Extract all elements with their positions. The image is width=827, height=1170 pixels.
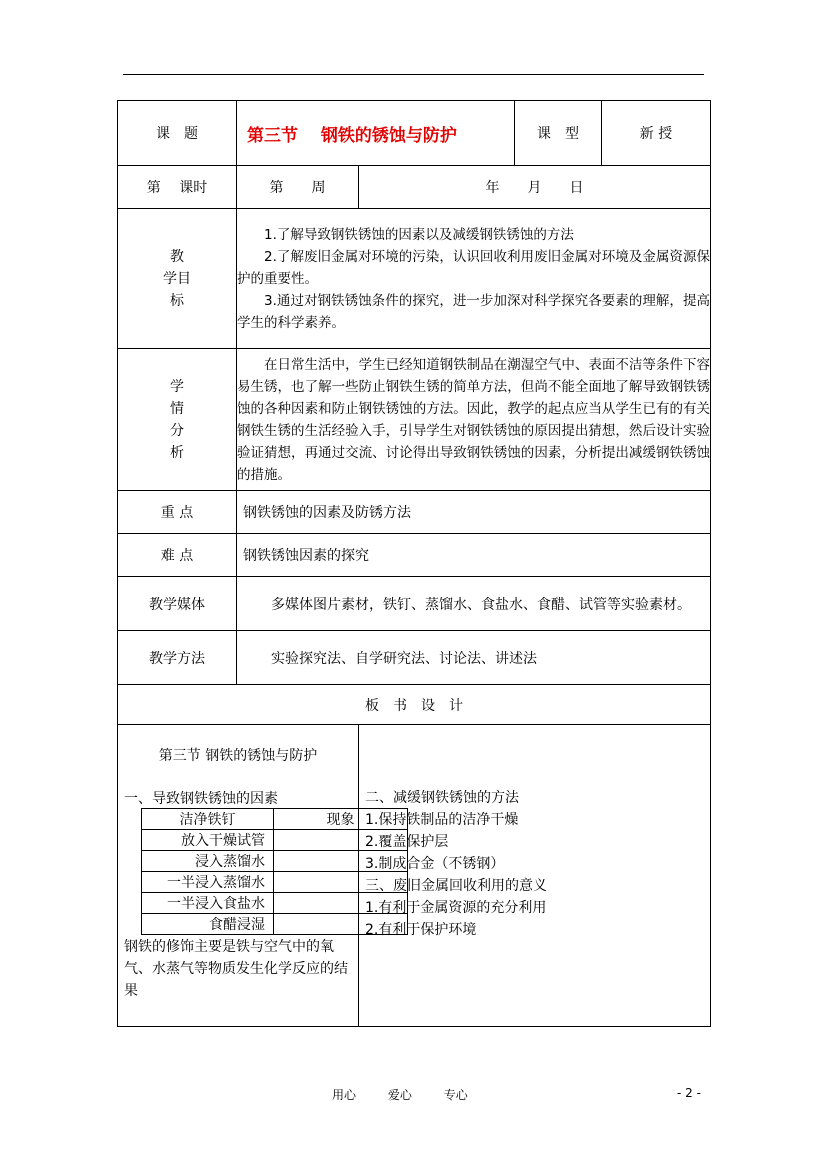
experiment-row (142, 893, 408, 914)
goal-item: 2.了解废旧金属对环境的污染，认识回收利用废旧金属对环境及金属资源保护的重要性。 (237, 248, 710, 287)
lesson-plan-table (117, 100, 711, 1027)
analysis-content (237, 349, 711, 491)
board-right-item: 二、减缓钢铁锈蚀的方法 (365, 790, 519, 806)
board-section-1: 一、导致钢铁锈蚀的因素 (124, 791, 278, 807)
analysis-label-line: 学 (170, 378, 184, 395)
experiment-result (274, 893, 408, 914)
period-label: 第 课时 (118, 166, 237, 209)
board-right-item: 三、废旧金属回收利用的意义 (365, 878, 547, 894)
experiment-condition: 一半浸入蒸馏水 (142, 872, 274, 893)
analysis-label-line: 情 (170, 400, 184, 417)
footer-slogan: 用心 (332, 1088, 357, 1102)
type-value: 新 授 (602, 101, 711, 166)
date-label: 年 月 日 (359, 166, 711, 209)
experiment-result (274, 851, 408, 872)
row-schedule (118, 166, 711, 209)
analysis-text: 在日常生活中，学生已经知道钢铁制品在潮湿空气中、表面不洁等条件下容易生锈，也了解一些防止钢铁生锈的简单方法，但尚不能全面地了解导致钢铁锈蚀的各种因素和防止钢铁锈蚀的方法。因此，教学的起点应当从学生已有的有关钢铁生锈的生活经验入手，引导学生对钢铁锈蚀的原因提出猜想，然后设计实验验证猜想，再通过交流、讨论得出导致钢铁锈蚀的因素，分析提出减缓钢铁锈蚀的措施。 (237, 356, 710, 483)
row-method (118, 631, 711, 685)
board-header: 板 书 设 计 (118, 685, 711, 725)
week-label: 第 周 (237, 166, 359, 209)
experiment-condition: 浸入蒸馏水 (142, 851, 274, 872)
row-analysis (118, 349, 711, 491)
experiment-condition: 一半浸入食盐水 (142, 893, 274, 914)
experiment-row (142, 872, 408, 893)
footer-slogans (332, 1086, 496, 1103)
row-board-header (118, 685, 711, 725)
goals-content (237, 209, 711, 349)
row-topic (118, 101, 711, 166)
experiment-header-cell: 洁净铁钉 (142, 809, 274, 830)
goal-item: 1.了解导致钢铁锈蚀的因素以及减缓钢铁锈蚀的方法 (264, 226, 574, 243)
experiment-header-cell: 现象 (274, 809, 408, 830)
board-right-item: 3.制成合金（不锈钢） (365, 856, 505, 872)
row-goals (118, 209, 711, 349)
board-conclusion: 钢铁的修饰主要是铁与空气中的氧气、水蒸气等物质发生化学反应的结果 (124, 939, 348, 999)
key-point-text: 钢铁锈蚀的因素及防锈方法 (237, 491, 711, 534)
analysis-label-line: 析 (170, 444, 184, 461)
footer-slogan: 爱心 (387, 1088, 412, 1102)
board-right-item: 1.保持铁制品的洁净干燥 (365, 812, 519, 828)
experiment-result (274, 830, 408, 851)
board-title: 第三节 钢铁的锈蚀与防护 (158, 748, 318, 764)
board-left (118, 725, 359, 1027)
difficulty-text: 钢铁锈蚀因素的探究 (237, 534, 711, 577)
footer-slogan: 专心 (443, 1088, 468, 1102)
media-text: 多媒体图片素材，铁钉、蒸馏水、食盐水、食醋、试管等实验素材。 (237, 577, 711, 631)
experiment-result (274, 914, 408, 935)
goals-label-line: 标 (170, 292, 184, 309)
analysis-label-line: 分 (170, 422, 184, 439)
board-right-item: 2.有利于保护环境 (365, 922, 477, 938)
experiment-row (142, 830, 408, 851)
goals-label (118, 209, 237, 349)
type-label: 课 型 (515, 101, 602, 166)
board-right-list (365, 787, 704, 941)
row-board (118, 725, 711, 1027)
experiment-row (142, 914, 408, 935)
row-media (118, 577, 711, 631)
goal-item: 3.通过对钢铁锈蚀条件的探究，进一步加深对科学探究各要素的理解，提高学生的科学素养。 (237, 292, 710, 331)
topic-title-text: 第三节 钢铁的锈蚀与防护 (247, 125, 457, 146)
difficulty-label: 难 点 (118, 534, 237, 577)
topic-title (237, 101, 515, 166)
topic-label: 课 题 (118, 101, 237, 166)
board-right-item: 2.覆盖保护层 (365, 834, 449, 850)
analysis-label (118, 349, 237, 491)
header-rule (123, 74, 704, 75)
board-right-item: 1.有利于金属资源的充分利用 (365, 900, 547, 916)
board-right (359, 725, 711, 1027)
experiment-header-row (142, 809, 408, 830)
experiment-result (274, 872, 408, 893)
method-text: 实验探究法、自学研究法、讨论法、讲述法 (237, 631, 711, 685)
goals-label-line: 学目 (163, 270, 191, 287)
experiment-table (141, 808, 408, 935)
media-label: 教学媒体 (118, 577, 237, 631)
method-label: 教学方法 (118, 631, 237, 685)
row-difficulty (118, 534, 711, 577)
goals-label-line: 教 (170, 248, 184, 265)
experiment-condition: 放入干燥试管 (142, 830, 274, 851)
key-point-label: 重 点 (118, 491, 237, 534)
experiment-row (142, 851, 408, 872)
row-key-point (118, 491, 711, 534)
experiment-condition: 食醋浸湿 (142, 914, 274, 935)
page-number: - 2 - (677, 1086, 701, 1100)
